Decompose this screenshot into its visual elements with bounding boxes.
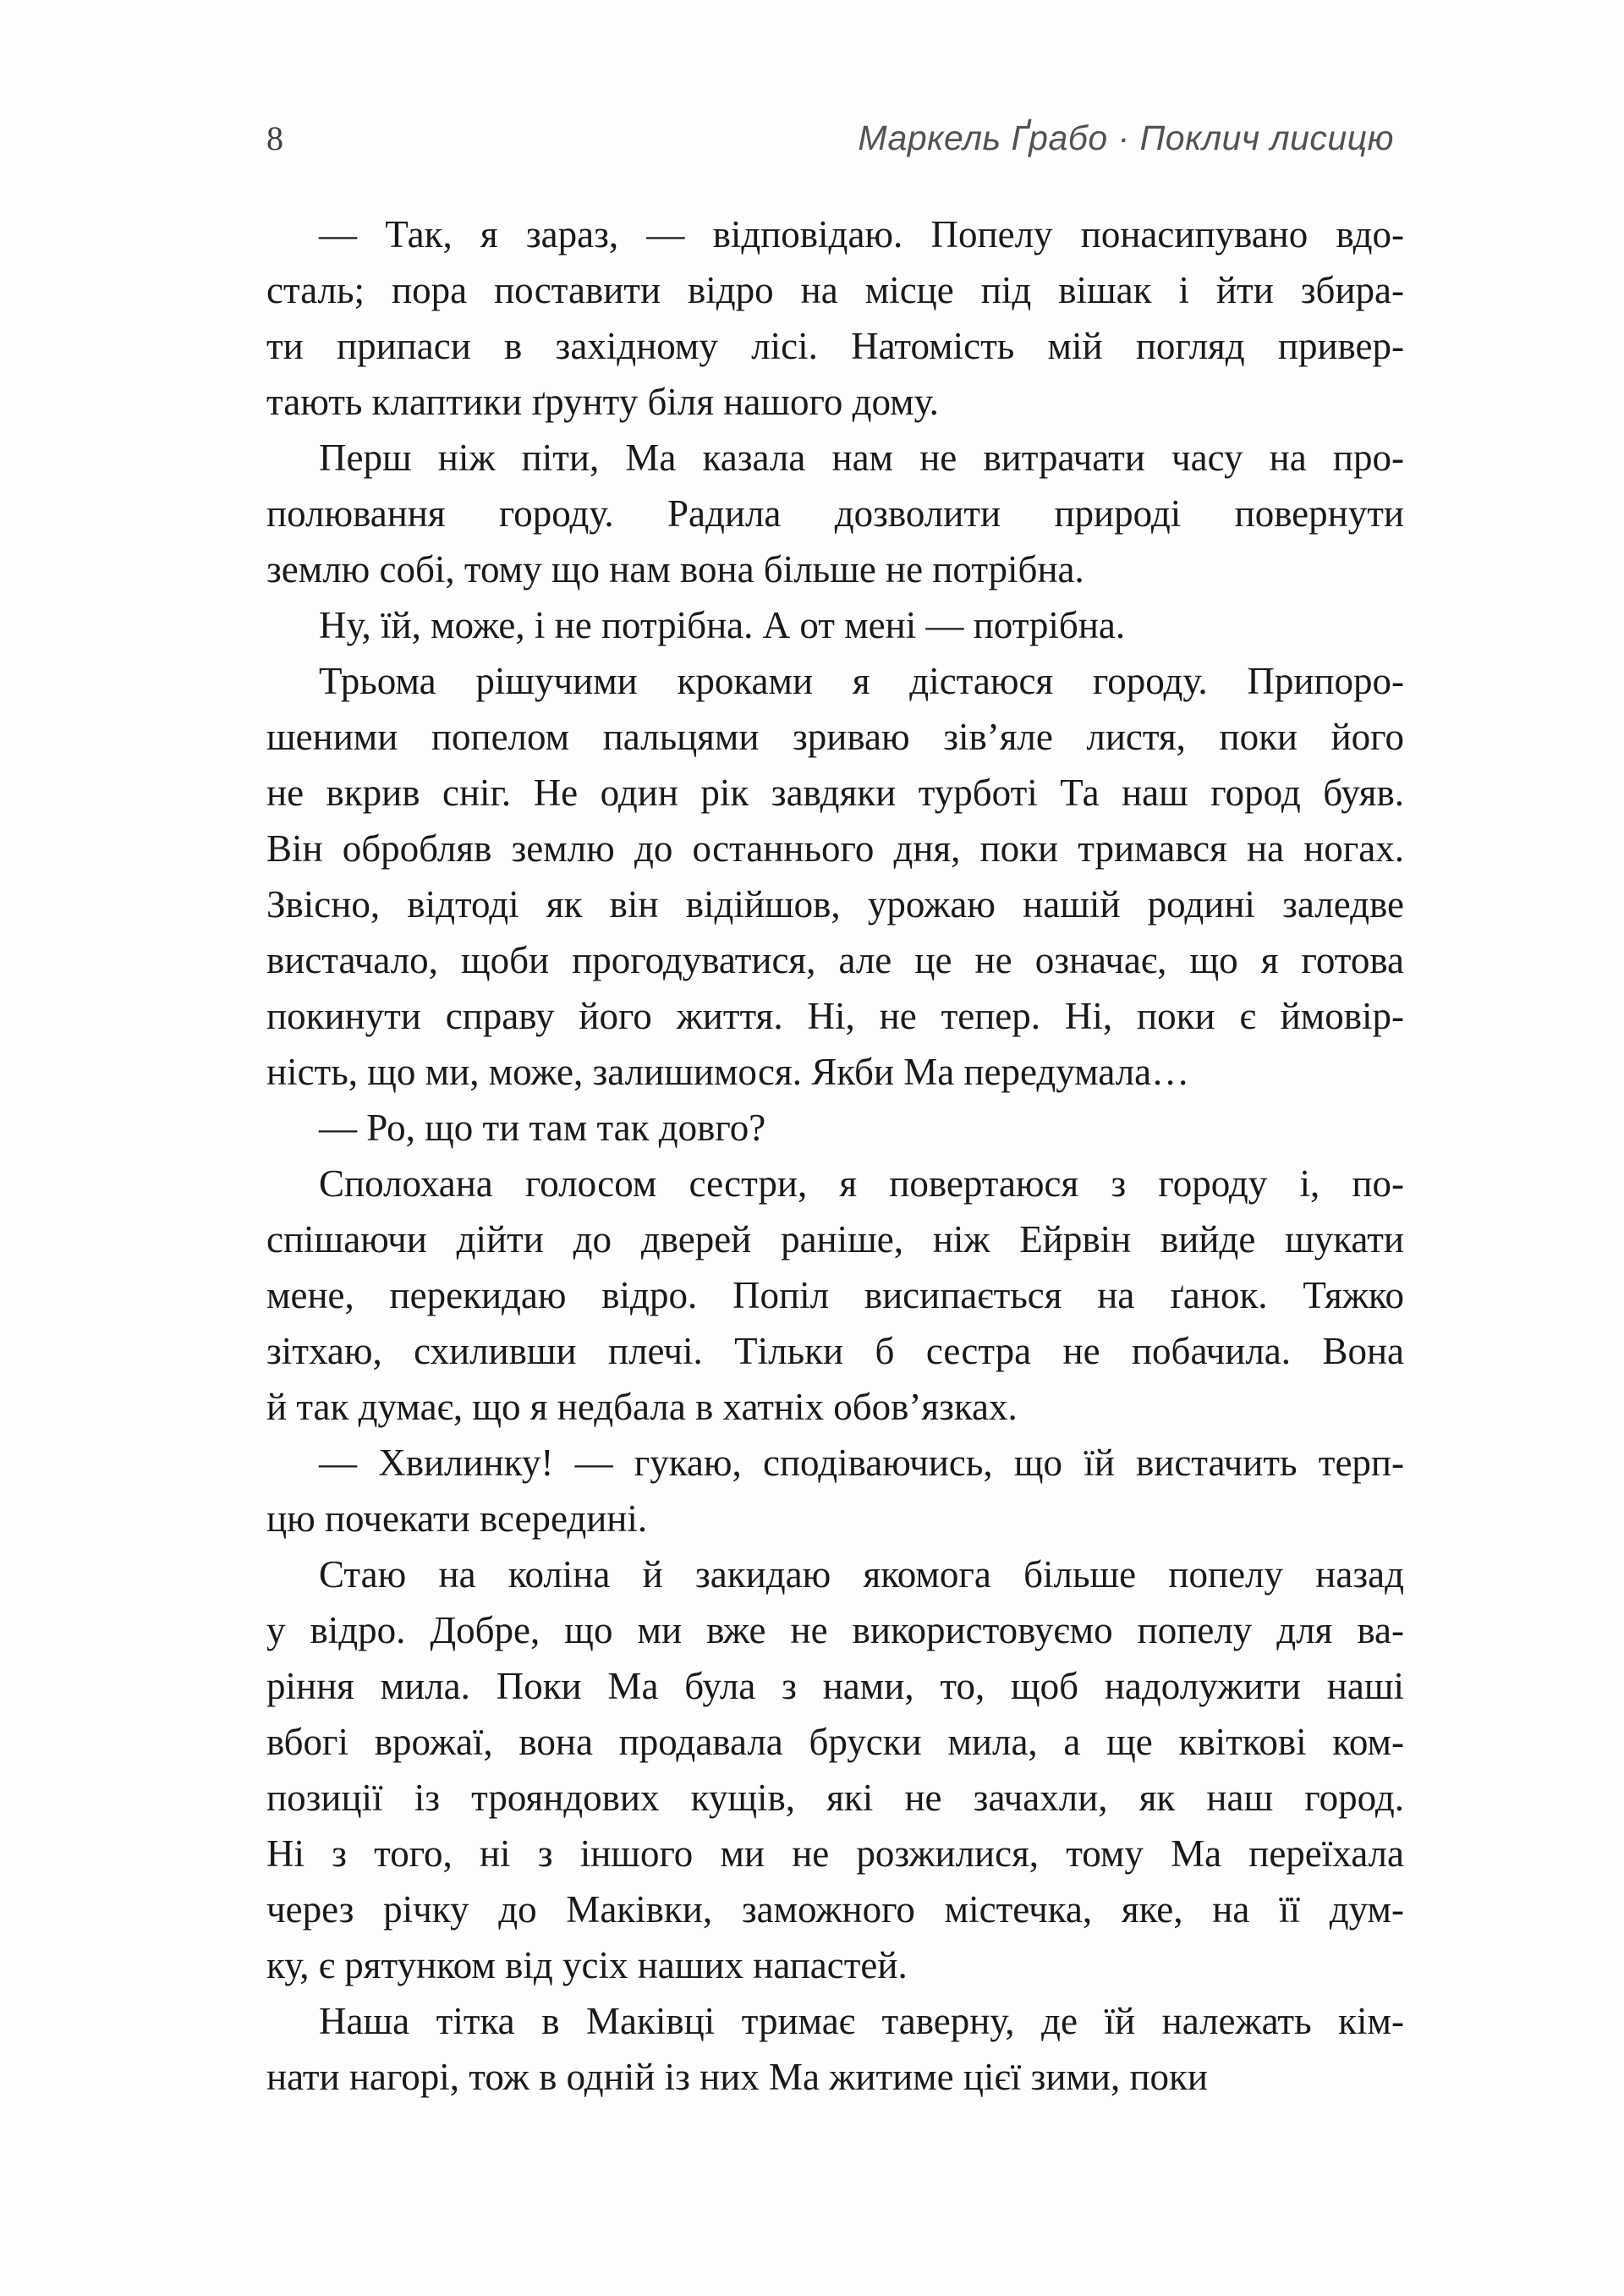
text-line: Стаю на коліна й закидаю якомога більше попелу назад xyxy=(319,1553,1404,1596)
text-line: Сполохана голосом сестри, я повертаюся з городу і, по- xyxy=(319,1162,1404,1205)
paragraph xyxy=(266,1546,1404,1993)
text-line: — Хвилинку! — гукаю, сподіваючись, що їй вистачить терп- xyxy=(319,1442,1404,1484)
text-line: цю почекати всередині. xyxy=(266,1497,648,1540)
paragraph xyxy=(266,597,1404,653)
text-line: Він обробляв землю до останнього дня, поки тримався на ногах. xyxy=(266,827,1404,870)
text-line: Звісно, відтоді як він відійшов, урожаю нашій родині заледве xyxy=(266,883,1404,926)
text-line: не вкрив сніг. Не один рік завдяки турботі Та наш город буяв. xyxy=(266,772,1404,814)
text-line: через річку до Маківки, заможного містечка, яке, на її дум- xyxy=(266,1888,1404,1931)
text-line: Ну, їй, може, і не потрібна. А от мені — потрібна. xyxy=(319,604,1126,646)
text-line: тають клаптики ґрунту біля нашого дому. xyxy=(266,381,939,423)
text-line: зітхаю, схиливши плечі. Тільки б сестра не побачила. Вона xyxy=(266,1330,1404,1372)
text-line: мене, перекидаю відро. Попіл висипається на ґанок. Тяжко xyxy=(266,1274,1404,1316)
paragraph xyxy=(266,206,1404,430)
text-line: — Ро, що ти там так довго? xyxy=(319,1107,766,1149)
page-number: 8 xyxy=(266,119,283,157)
text-line: шеними попелом пальцями зриваю зів’яле листя, поки його xyxy=(266,716,1404,758)
paragraph xyxy=(266,653,1404,1100)
paragraph xyxy=(266,1435,1404,1546)
text-line: — Так, я зараз, — відповідаю. Попелу понасипувано вдо- xyxy=(319,213,1404,255)
text-block xyxy=(266,206,1404,2105)
running-head: Маркель Ґрабо · Поклич лисицю xyxy=(858,118,1394,157)
text-line: ку, є рятунком від усіх наших напастей. xyxy=(266,1944,908,1986)
text-line: й так думає, що я недбала в хатніх обов’язках. xyxy=(266,1386,1018,1428)
text-line: ріння мила. Поки Ма була з нами, то, щоб надолужити наші xyxy=(266,1665,1404,1707)
text-line: ність, що ми, може, залишимося. Якби Ма передумала… xyxy=(266,1051,1190,1093)
text-line: Трьома рішучими кроками я дістаюся городу. Припоро- xyxy=(319,660,1404,702)
text-line: ти припаси в західному лісі. Натомість мій погляд привер- xyxy=(266,325,1404,367)
text-line: сталь; пора поставити відро на місце під вішак і йти збира- xyxy=(266,269,1404,311)
text-line: Перш ніж піти, Ма казала нам не витрачати часу на про- xyxy=(319,437,1404,479)
paragraph xyxy=(266,1100,1404,1156)
text-line: Ні з того, ні з іншого ми не розжилися, тому Ма переїхала xyxy=(266,1832,1404,1875)
text-line: позиції із трояндових кущів, які не зачахли, як наш город. xyxy=(266,1777,1404,1819)
text-line: вистачало, щоби прогодуватися, але це не означає, що я готова xyxy=(266,939,1404,981)
paragraph xyxy=(266,1156,1404,1435)
text-line: нати нагорі, тож в одній із них Ма житиме цієї зими, поки xyxy=(266,2056,1208,2098)
text-line: спішаючи дійти до дверей раніше, ніж Ейрвін вийде шукати xyxy=(266,1218,1404,1261)
paragraph xyxy=(266,1993,1404,2105)
text-line: у відро. Добре, що ми вже не використовуємо попелу для ва- xyxy=(266,1609,1404,1651)
text-line: Наша тітка в Маківці тримає таверну, де їй належать кім- xyxy=(319,2000,1404,2042)
paragraph xyxy=(266,430,1404,597)
text-line: вбогі врожаї, вона продавала бруски мила, а ще квіткові ком- xyxy=(266,1721,1404,1763)
text-line: покинути справу його життя. Ні, не тепер. Ні, поки є ймовір- xyxy=(266,995,1404,1037)
text-line: полювання городу. Радила дозволити природі повернути xyxy=(266,492,1404,535)
text-line: землю собі, тому що нам вона більше не потрібна. xyxy=(266,548,1084,590)
